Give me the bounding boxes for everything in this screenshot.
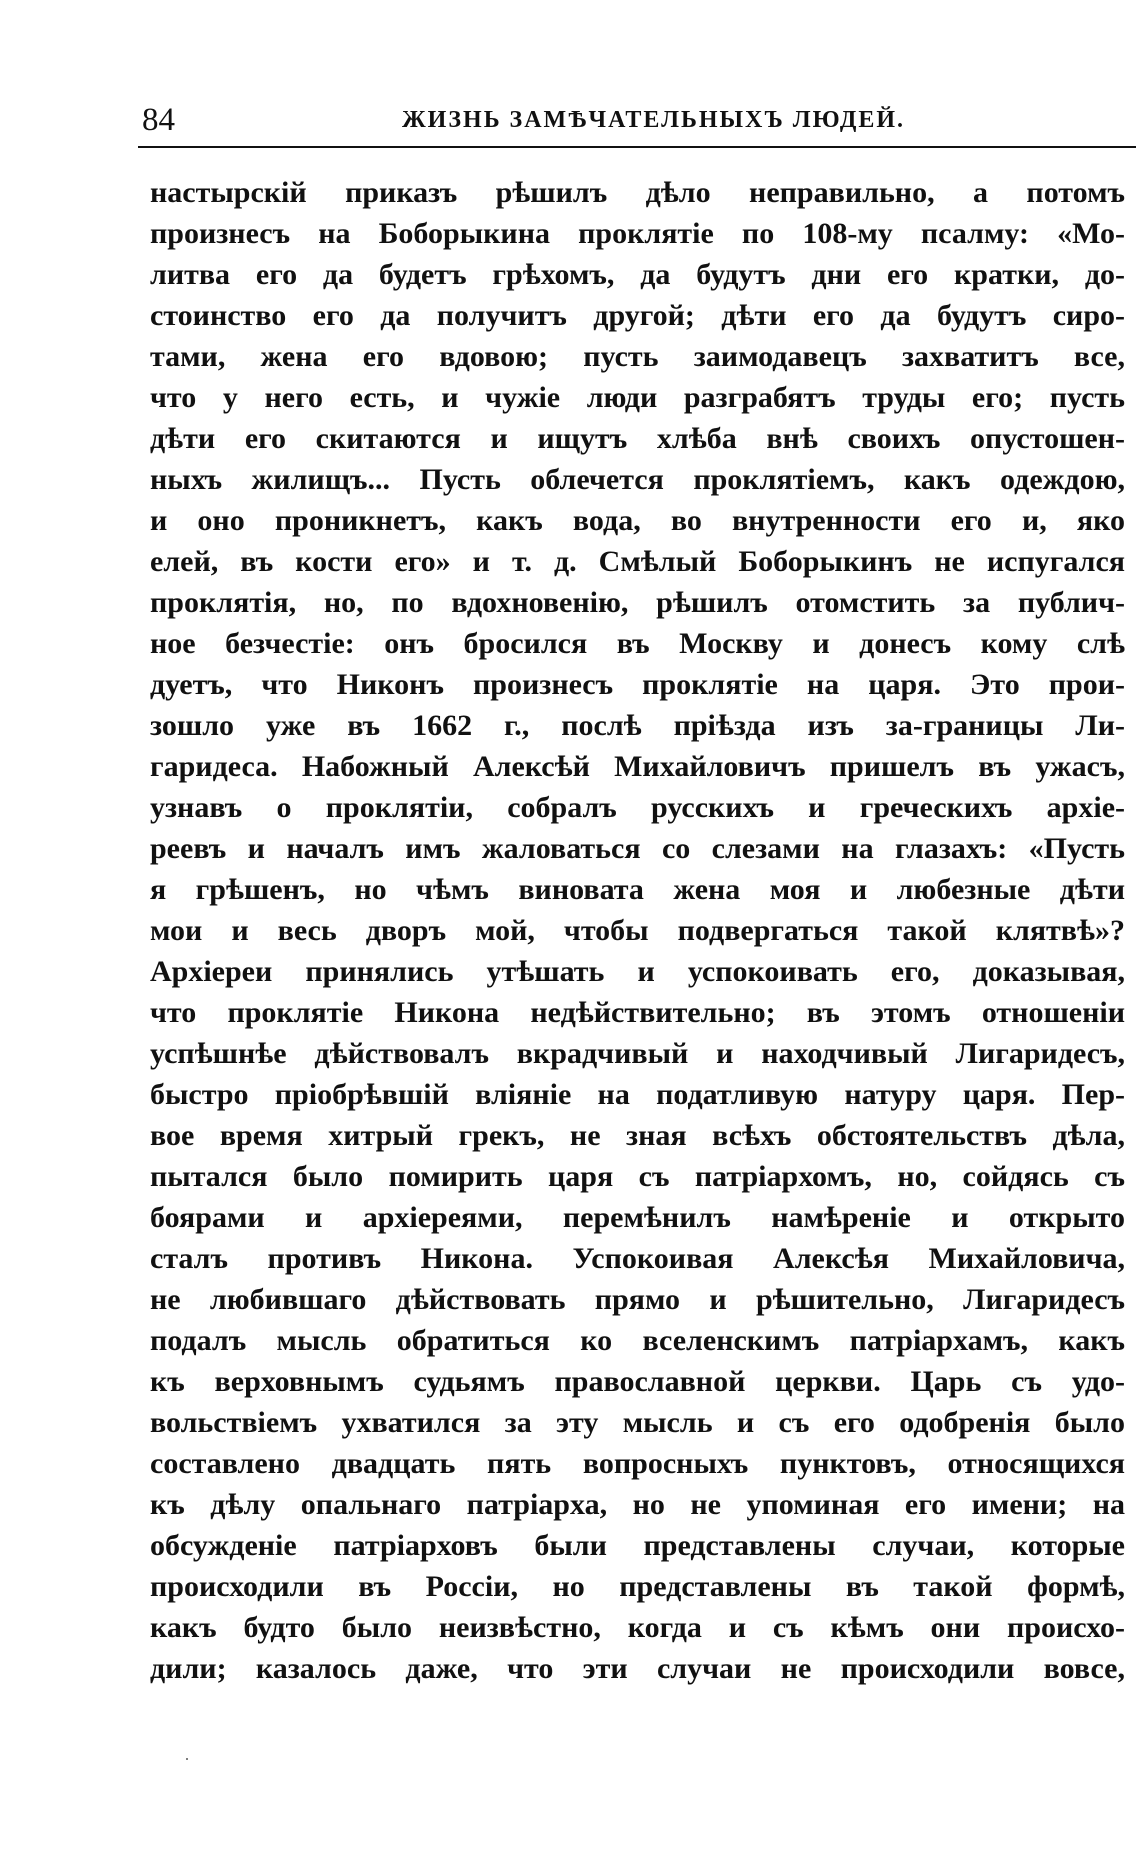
text-line: и оно проникнетъ, какъ вода, во внутренности его и, яко bbox=[150, 504, 1125, 537]
text-line: боярами и архіереями, перемѣнилъ намѣреніе и открыто bbox=[150, 1201, 1125, 1234]
text-line: реевъ и началъ имъ жаловаться со слезами на глазахъ: «Пусть bbox=[150, 832, 1125, 865]
text-line: какъ будто было неизвѣстно, когда и съ кѣмъ они происхо- bbox=[150, 1611, 1125, 1644]
text-line: ное безчестіе: онъ бросился въ Москву и донесъ кому слѣ bbox=[150, 627, 1125, 660]
text-line: къ верховнымъ судьямъ православной церкви. Царь съ удо- bbox=[150, 1365, 1125, 1398]
text-line: Архіереи принялись утѣшать и успокоивать его, доказывая, bbox=[150, 955, 1125, 988]
text-line: мои и весь дворъ мой, чтобы подвергаться такой клятвѣ»? bbox=[150, 914, 1125, 947]
print-speck bbox=[186, 1758, 188, 1760]
text-line: происходили въ Россіи, но представлены въ такой формѣ, bbox=[150, 1570, 1125, 1603]
text-line: пытался было помирить царя съ патріархомъ, но, сойдясь съ bbox=[150, 1160, 1125, 1193]
text-line: вольствіемъ ухватился за эту мысль и съ его одобренія было bbox=[150, 1406, 1125, 1439]
text-line: настырскій приказъ рѣшилъ дѣло неправильно, а потомъ bbox=[150, 176, 1125, 209]
text-line: подалъ мысль обратиться ко вселенскимъ патріархамъ, какъ bbox=[150, 1324, 1125, 1357]
text-line: что у него есть, и чужіе люди разграбятъ труды его; пусть bbox=[150, 381, 1125, 414]
body-text bbox=[150, 172, 1125, 1689]
text-line: не любившаго дѣйствовать прямо и рѣшительно, Лигаридесъ bbox=[150, 1283, 1125, 1316]
text-line: дуетъ, что Никонъ произнесъ проклятіе на царя. Это прои- bbox=[150, 668, 1125, 701]
text-line: литва его да будетъ грѣхомъ, да будутъ дни его кратки, до- bbox=[150, 258, 1125, 291]
text-line: быстро пріобрѣвшій вліяніе на податливую натуру царя. Пер- bbox=[150, 1078, 1125, 1111]
running-title: ЖИЗНЬ ЗАМѢЧАТЕЛЬНЫХЪ ЛЮДЕЙ. bbox=[401, 107, 906, 133]
page-header bbox=[142, 100, 1135, 148]
text-line: ныхъ жилищъ... Пусть облечется проклятіемъ, какъ одеждою, bbox=[150, 463, 1125, 496]
text-line: узнавъ о проклятіи, собралъ русскихъ и греческихъ архіе- bbox=[150, 791, 1125, 824]
text-line: зошло уже въ 1662 г., послѣ пріѣзда изъ за-границы Ли- bbox=[150, 709, 1125, 742]
text-line: составлено двадцать пять вопросныхъ пунктовъ, относящихся bbox=[150, 1447, 1125, 1480]
header-rule bbox=[138, 146, 1136, 148]
text-line: гаридеса. Набожный Алексѣй Михайловичъ пришелъ въ ужасъ, bbox=[150, 750, 1125, 783]
text-line: дили; казалось даже, что эти случаи не происходили вовсе, bbox=[150, 1652, 1125, 1685]
text-line: сталъ противъ Никона. Успокоивая Алексѣя Михайловича, bbox=[150, 1242, 1125, 1275]
text-line: дѣти его скитаются и ищутъ хлѣба внѣ своихъ опустошен- bbox=[150, 422, 1125, 455]
text-line: елей, въ кости его» и т. д. Смѣлый Боборыкинъ не испугался bbox=[150, 545, 1125, 578]
text-line: обсужденіе патріарховъ были представлены случаи, которые bbox=[150, 1529, 1125, 1562]
text-line: я грѣшенъ, но чѣмъ виновата жена моя и любезные дѣти bbox=[150, 873, 1125, 906]
text-line: тами, жена его вдовою; пусть заимодавецъ захватитъ все, bbox=[150, 340, 1125, 373]
text-line: вое время хитрый грекъ, не зная всѣхъ обстоятельствъ дѣла, bbox=[150, 1119, 1125, 1152]
text-line: успѣшнѣе дѣйствовалъ вкрадчивый и находчивый Лигаридесъ, bbox=[150, 1037, 1125, 1070]
text-line: стоинство его да получитъ другой; дѣти его да будутъ сиро- bbox=[150, 299, 1125, 332]
text-line: произнесъ на Боборыкина проклятіе по 108-му псалму: «Мо- bbox=[150, 217, 1125, 250]
text-line: проклятія, но, по вдохновенію, рѣшилъ отомстить за публич- bbox=[150, 586, 1125, 619]
text-line: что проклятіе Никона недѣйствительно; въ этомъ отношеніи bbox=[150, 996, 1125, 1029]
text-line: къ дѣлу опальнаго патріарха, но не упоминая его имени; на bbox=[150, 1488, 1125, 1521]
page-number: 84 bbox=[142, 102, 175, 138]
